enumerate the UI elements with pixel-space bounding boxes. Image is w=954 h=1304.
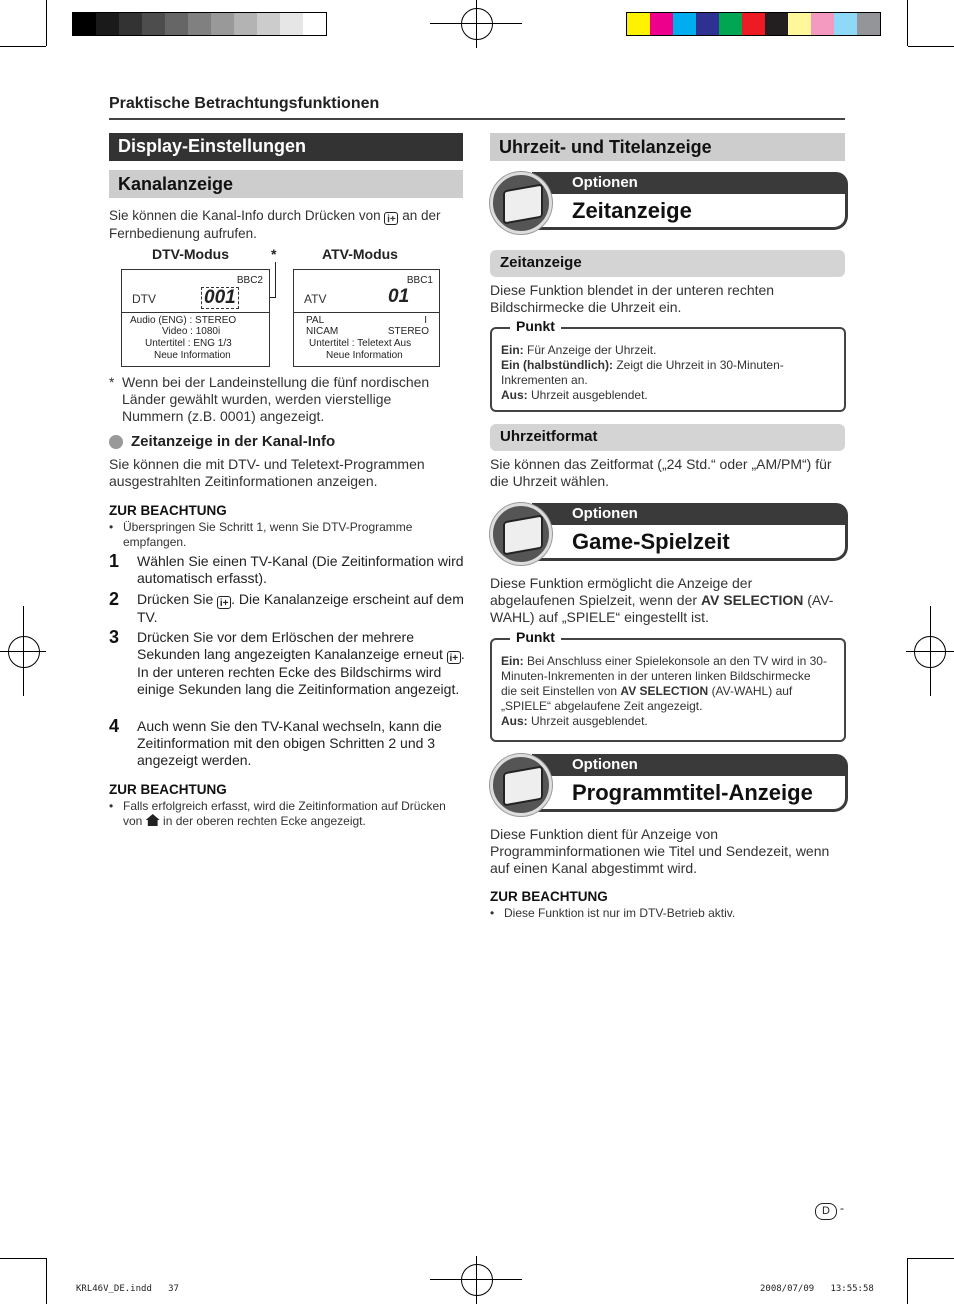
step-text: [137, 591, 469, 626]
kanal-intro: [109, 207, 463, 242]
punkt-label: Punkt: [510, 318, 561, 334]
atv-mode-label: ATV-Modus: [322, 246, 398, 262]
step-3-text-a: Drücken Sie vor dem Erlöschen der mehrere Sekunden lang angezeigten Kanalanzeige erneut: [137, 629, 443, 662]
note1-bullet: • Überspringen Sie Schritt 1, wenn Sie DTV-Programme empfangen.: [109, 520, 449, 550]
crop-mark: [907, 0, 908, 46]
atv-line-2a: NICAM: [306, 326, 339, 337]
asterisk-mark: *: [271, 246, 277, 262]
step-text: Wählen Sie einen TV-Kanal (Die Zeitinformation wird automatisch erfasst).: [137, 553, 464, 586]
calibration-swatch: [765, 13, 788, 35]
step-3-text-b: . In der unteren rechten Ecke des Bildschirms wird einige Sekunden lang die Zeitinformation angezeigt.: [137, 646, 465, 697]
crop-mark: [908, 46, 954, 47]
grey-calibration-bar: [72, 12, 327, 36]
uhrzeitformat-subheading: Uhrzeitformat: [490, 424, 845, 451]
atv-line-2b: STEREO: [387, 326, 429, 337]
calibration-swatch: [188, 13, 211, 35]
game-spielzeit-title: Game-Spielzeit: [532, 525, 848, 561]
color-calibration-bar: [626, 12, 881, 36]
options-zeitanzeige: [490, 172, 848, 234]
dtv-info-box: [121, 269, 270, 367]
note2-bullet: • Falls erfolgreich erfasst, wird die Zeitinformation auf Drücken von in der oberen rechten Ecke angezeigt.: [109, 799, 449, 829]
page-dash: -: [840, 1201, 844, 1215]
options-programmtitel: [490, 754, 848, 816]
footer-file: KRL46V_DE.indd 37: [76, 1284, 179, 1294]
note1-title: ZUR BEACHTUNG: [109, 503, 227, 518]
dtv-mode-label: DTV-Modus: [152, 246, 229, 262]
footnote-mark: *: [109, 375, 115, 390]
calibration-swatch: [280, 13, 303, 35]
punkt-label: Punkt: [510, 629, 561, 645]
page-mark-badge: D: [815, 1203, 837, 1220]
punkt2-ein: Ein: Bei Anschluss einer Spielekonsole an den TV wird in 30-Minuten-Inkrementen in der unteren linken Bildschirmecke die seit Einstellen von AV SELECTION (AV-WAHL) auf „SPIELE“ abgelaufene Zeit angezeigt.: [501, 654, 827, 713]
toolbox-icon: [490, 503, 552, 565]
note2-text-b: in der oberen rechten Ecke angezeigt.: [163, 814, 366, 828]
zeitanzeige-kanal-info-text: Sie können die mit DTV- und Teletext-Programmen ausgestrahlten Zeitinformationen anzeigen.: [109, 456, 425, 489]
kanalanzeige-heading: Kanalanzeige: [109, 170, 463, 198]
registration-mark: [8, 636, 40, 668]
crop-mark: [46, 0, 47, 46]
calibration-swatch: [811, 13, 834, 35]
step-number: 4: [109, 716, 120, 736]
atv-line-1b: I: [424, 315, 427, 326]
punkt2-aus: Aus: Uhrzeit ausgeblendet.: [501, 714, 648, 728]
step-number: 1: [109, 551, 120, 571]
step-2: [109, 591, 469, 626]
page-section-title: Praktische Betrachtungsfunktionen: [109, 95, 380, 112]
dtv-line-4: Neue Information: [154, 350, 231, 361]
step-2-text-b: . Die Kanalanzeige erscheint auf dem TV.: [137, 591, 464, 625]
info-button-icon: i+: [447, 651, 461, 664]
zeitanzeige-kanal-info-heading: Zeitanzeige in der Kanal-Info: [131, 433, 336, 450]
options-tab: Optionen: [532, 503, 848, 525]
note3-bullet: • Diese Funktion ist nur im DTV-Betrieb aktiv.: [490, 906, 840, 921]
calibration-swatch: [96, 13, 119, 35]
calibration-swatch: [696, 13, 719, 35]
note2-bullet-text: [123, 799, 449, 829]
zeitanzeige-title: Zeitanzeige: [532, 194, 848, 230]
dtv-channel-name: BBC2: [236, 275, 263, 286]
uhrzeit-heading: Uhrzeit- und Titelanzeige: [490, 133, 845, 161]
note2-title: ZUR BEACHTUNG: [109, 782, 227, 797]
calibration-swatch: [211, 13, 234, 35]
punkt-box-2: [490, 629, 846, 742]
programmtitel-text: Diese Funktion dient für Anzeige von Programminformationen wie Titel und Sendezeit, wenn auf einen Kanal abgestimmt wird.: [490, 826, 830, 876]
header-rule: [109, 118, 845, 120]
registration-mark: [476, 0, 477, 48]
options-tab: Optionen: [532, 172, 848, 194]
atv-divider: [294, 312, 439, 313]
crop-mark: [0, 46, 46, 47]
atv-channel-number: 01: [388, 286, 410, 307]
kanal-intro-a: Sie können die Kanal-Info durch Drücken von: [109, 208, 381, 223]
step-1: [109, 553, 469, 587]
step-number: 3: [109, 627, 120, 647]
registration-mark: [461, 8, 493, 40]
calibration-swatch: [650, 13, 673, 35]
atv-line-1a: PAL: [306, 315, 325, 326]
calibration-swatch: [165, 13, 188, 35]
game-text: Diese Funktion ermöglicht die Anzeige der abgelaufenen Spielzeit, wenn der AV SELECTION (AV-WAHL) auf „SPIELE“ eingestellt ist.: [490, 575, 834, 625]
punkt1-line-1: Ein: Für Anzeige der Uhrzeit.: [501, 343, 657, 357]
calibration-swatch: [142, 13, 165, 35]
dtv-channel-number: 001: [201, 287, 239, 309]
atv-mode-text: ATV: [304, 292, 327, 306]
circle-bullet-icon: [109, 435, 123, 449]
atv-channel-name: BBC1: [406, 275, 433, 286]
step-4: [109, 718, 469, 769]
zeitanzeige-subheading: Zeitanzeige: [490, 250, 845, 277]
registration-mark: [461, 1264, 493, 1296]
note3-bullet-text: Diese Funktion ist nur im DTV-Betrieb aktiv.: [504, 906, 736, 920]
punkt-box-1: [490, 318, 846, 412]
step-2-text-a: Drücken Sie: [137, 591, 214, 607]
atv-line-3: Untertitel : Teletext Aus: [309, 338, 412, 349]
calibration-swatch: [673, 13, 696, 35]
dtv-line-3: Untertitel : ENG 1/3: [145, 338, 232, 349]
step-text: [137, 629, 469, 698]
kanal-intro-b: an der Fernbedienung aufrufen.: [109, 208, 441, 241]
registration-mark: [930, 606, 931, 696]
options-game-spielzeit: [490, 503, 848, 565]
atv-line-4: Neue Information: [326, 350, 403, 361]
calibration-swatch: [303, 13, 326, 35]
punkt1-line-2: Ein (halbstündlich): Zeigt die Uhrzeit in 30-Minuten-Inkrementen an.: [501, 358, 784, 387]
zeitanzeige-text: Diese Funktion blendet in der unteren rechten Bildschirmecke die Uhrzeit ein.: [490, 282, 775, 315]
dtv-line-2: Video : 1080i: [162, 326, 221, 337]
dtv-line-1: Audio (ENG) : STEREO: [130, 315, 237, 326]
note3-title: ZUR BEACHTUNG: [490, 889, 608, 904]
punkt1-line-3: Aus: Uhrzeit ausgeblendet.: [501, 388, 648, 402]
calibration-swatch: [834, 13, 857, 35]
note2-text-a: Falls erfolgreich erfasst, wird die Zeitinformation auf Drücken von: [123, 799, 446, 828]
atv-info-box: [293, 269, 440, 367]
step-text: Auch wenn Sie den TV-Kanal wechseln, kann die Zeitinformation mit den obigen Schritten 2 und 3 angezeigt werden.: [137, 718, 442, 768]
options-tab: Optionen: [532, 754, 848, 776]
programmtitel-title: Programmtitel-Anzeige: [532, 776, 848, 812]
calibration-swatch: [119, 13, 142, 35]
footer-date: 2008/07/09 13:55:58: [760, 1284, 874, 1294]
home-icon: [146, 814, 160, 826]
calibration-swatch: [788, 13, 811, 35]
crop-mark: [0, 1258, 46, 1259]
calibration-swatch: [257, 13, 280, 35]
crop-mark: [908, 1258, 954, 1259]
dtv-mode-text: DTV: [132, 292, 156, 306]
calibration-swatch: [627, 13, 650, 35]
calibration-swatch: [73, 13, 96, 35]
registration-mark: [23, 606, 24, 696]
info-button-icon: i+: [217, 596, 231, 609]
step-3: [109, 629, 469, 698]
footnote-text: Wenn bei der Landeinstellung die fünf nordischen Länder gewählt wurden, werden vierstellige Nummern (z.B. 0001) angezeigt.: [122, 374, 430, 424]
info-button-icon: i+: [384, 212, 398, 225]
toolbox-icon: [490, 754, 552, 816]
uhrzeitformat-text: Sie können das Zeitformat („24 Std.“ oder „AM/PM“) für die Uhrzeit wählen.: [490, 456, 832, 489]
crop-mark: [907, 1258, 908, 1304]
registration-mark: [476, 1256, 477, 1304]
note1-bullet-text: Überspringen Sie Schritt 1, wenn Sie DTV-Programme empfangen.: [123, 520, 413, 549]
dtv-divider: [122, 312, 269, 313]
calibration-swatch: [719, 13, 742, 35]
calibration-swatch: [742, 13, 765, 35]
toolbox-icon: [490, 172, 552, 234]
calibration-swatch: [857, 13, 880, 35]
step-number: 2: [109, 589, 120, 609]
calibration-swatch: [234, 13, 257, 35]
display-settings-heading: Display-Einstellungen: [109, 133, 463, 161]
crop-mark: [46, 1258, 47, 1304]
leader-line: [275, 262, 276, 298]
